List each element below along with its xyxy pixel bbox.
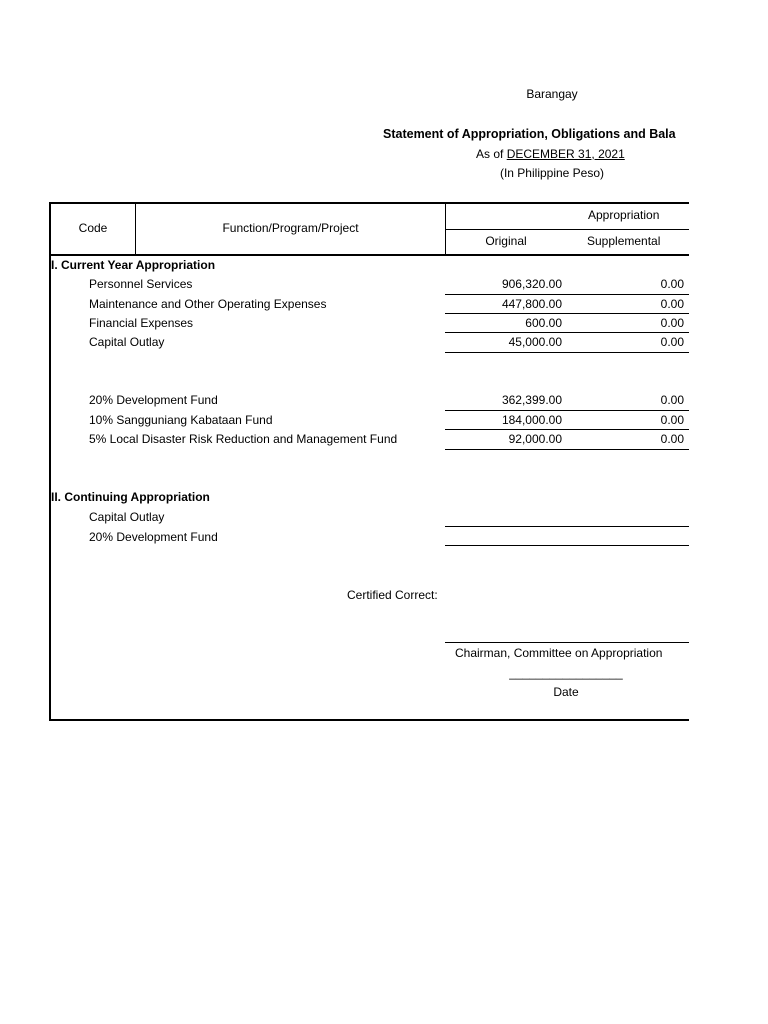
currency-note: (In Philippine Peso) [499,166,605,180]
row-label: Maintenance and Other Operating Expenses [89,297,327,311]
row-supplemental: 0.00 [660,393,684,407]
row-supplemental: 0.00 [660,297,684,311]
col-code-header: Code [78,221,108,235]
col-original-header: Original [485,234,527,248]
row-supplemental: 0.00 [660,335,684,349]
row-original: 45,000.00 [508,335,562,349]
row-label: Financial Expenses [89,316,194,330]
row-label: 5% Local Disaster Risk Reduction and Management Fund [89,432,398,446]
row-original: 92,000.00 [508,432,562,446]
row-supplemental: 0.00 [660,277,684,291]
date-label: Date [553,685,579,699]
row-supplemental: 0.00 [660,432,684,446]
row-supplemental: 0.00 [660,316,684,330]
row-supplemental: 0.00 [660,413,684,427]
row-label: Capital Outlay [89,335,165,349]
row-label: 20% Development Fund [89,393,218,407]
as-of-prefix: As of [476,147,504,161]
row-original: 362,399.00 [501,393,562,407]
certified-correct-label: Certified Correct: [347,588,438,602]
row-label: Personnel Services [89,277,193,291]
row-label: 10% Sangguniang Kabataan Fund [89,413,273,427]
col-function-header: Function/Program/Project [222,221,359,235]
as-of-date: DECEMBER 31, 2021 [506,147,625,161]
row-original: 184,000.00 [501,413,562,427]
as-of-line [476,147,625,161]
date-line: _________________ [509,666,623,680]
section-current-year-title: I. Current Year Appropriation [51,258,216,272]
col-appropriation-header: Appropriation [588,208,660,222]
document-title: Statement of Appropriation, Obligations and Bala [383,127,676,141]
row-label: 20% Development Fund [89,530,218,544]
row-original: 447,800.00 [501,297,562,311]
row-original: 600.00 [525,316,562,330]
chairman-label: Chairman, Committee on Appropriation [455,646,663,660]
section-continuing-title: II. Continuing Appropriation [51,490,210,504]
row-label: Capital Outlay [89,510,165,524]
barangay-label: Barangay [526,87,578,101]
signature-line [445,642,689,643]
row-original: 906,320.00 [501,277,562,291]
col-supplemental-header: Supplemental [587,234,661,248]
